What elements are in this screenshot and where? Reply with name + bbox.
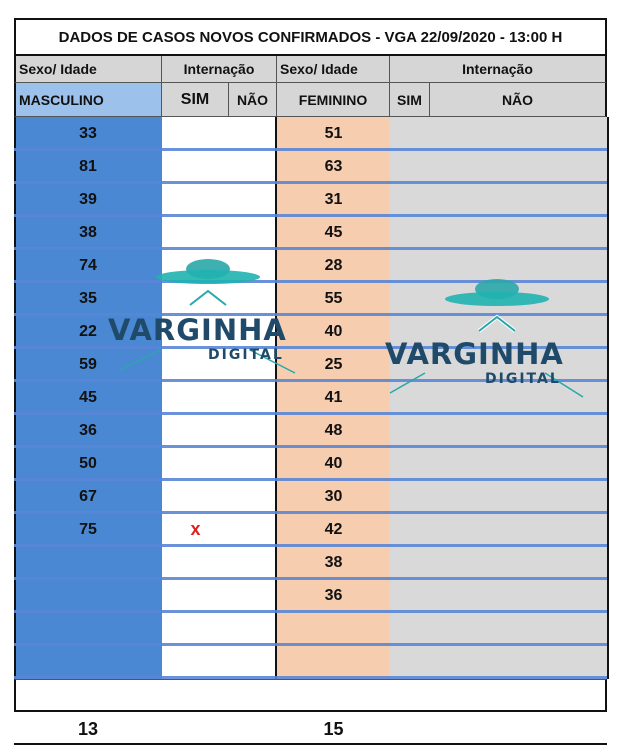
header-sim-left: SIM xyxy=(162,83,229,117)
internacao-sim-mark xyxy=(162,117,229,150)
female-age-cell: 48 xyxy=(324,421,343,439)
watermark-name-left: VARGINHA xyxy=(108,313,287,347)
female-age-cell: 40 xyxy=(324,322,343,340)
header-sexo-idade-left: Sexo/ Idade xyxy=(14,56,162,83)
internacao-sim-mark xyxy=(162,183,229,216)
header-feminino: FEMININO xyxy=(277,83,390,117)
internacao-sim-mark xyxy=(162,447,229,480)
total-male: 13 xyxy=(77,718,99,739)
total-female: 15 xyxy=(323,718,344,739)
female-age-cell: 41 xyxy=(324,388,343,406)
internacao-sim-mark xyxy=(162,381,229,414)
male-age-cell: 67 xyxy=(79,487,97,505)
watermark-sub-right: DIGITAL xyxy=(485,371,561,387)
female-age-cell: 42 xyxy=(324,520,343,538)
bottom-rule xyxy=(14,743,607,745)
blank-row xyxy=(14,679,607,712)
female-age-cell: 31 xyxy=(324,190,343,208)
header-nao-right: NÃO xyxy=(430,83,607,117)
female-age-cell: 63 xyxy=(324,157,343,175)
male-age-cell: 74 xyxy=(79,256,97,274)
male-age-cell: 39 xyxy=(79,190,97,208)
female-age-cell: 40 xyxy=(324,454,343,472)
male-age-cell: 50 xyxy=(79,454,97,472)
male-age-cell: 22 xyxy=(79,322,97,340)
header-sexo-idade-right: Sexo/ Idade xyxy=(277,56,390,83)
female-age-cell: 36 xyxy=(324,586,343,604)
table-title: DADOS DE CASOS NOVOS CONFIRMADOS - VGA 22/09/2020 - 13:00 H xyxy=(14,18,607,56)
watermark-sub-left: DIGITAL xyxy=(208,347,284,363)
male-age-cell: 81 xyxy=(79,157,97,175)
female-age-cell: 55 xyxy=(324,289,343,307)
male-age-cell: 75 xyxy=(79,520,97,538)
header-masculino: MASCULINO xyxy=(14,83,162,117)
internacao-sim-mark xyxy=(162,216,229,249)
row-separator xyxy=(14,643,607,646)
female-age-cell: 30 xyxy=(324,487,343,505)
header-sim-right: SIM xyxy=(390,83,430,117)
header-internacao-right: Internação xyxy=(390,56,607,83)
male-age-cell: 35 xyxy=(79,289,97,307)
male-age-cell: 59 xyxy=(79,355,97,373)
internacao-sim-mark xyxy=(162,480,229,513)
female-age-cell: 38 xyxy=(324,553,343,571)
watermark-logo-right xyxy=(385,275,585,400)
male-age-cell: 45 xyxy=(79,388,97,406)
male-age-cell: 38 xyxy=(79,223,97,241)
watermark-name-right: VARGINHA xyxy=(385,337,564,371)
internacao-sim-mark xyxy=(162,414,229,447)
header-internacao-left: Internação xyxy=(162,56,277,83)
internacao-sim-mark: x xyxy=(190,519,201,539)
internacao-sim-mark xyxy=(162,150,229,183)
female-age-cell: 28 xyxy=(324,256,343,274)
watermark-logo-left xyxy=(100,255,300,375)
male-age-cell: 33 xyxy=(79,124,97,142)
male-age-cell: 36 xyxy=(79,421,97,439)
female-age-cell: 51 xyxy=(324,124,343,142)
female-age-cell: 45 xyxy=(324,223,343,241)
header-nao-left: NÃO xyxy=(229,83,277,117)
female-age-cell: 25 xyxy=(324,355,343,373)
